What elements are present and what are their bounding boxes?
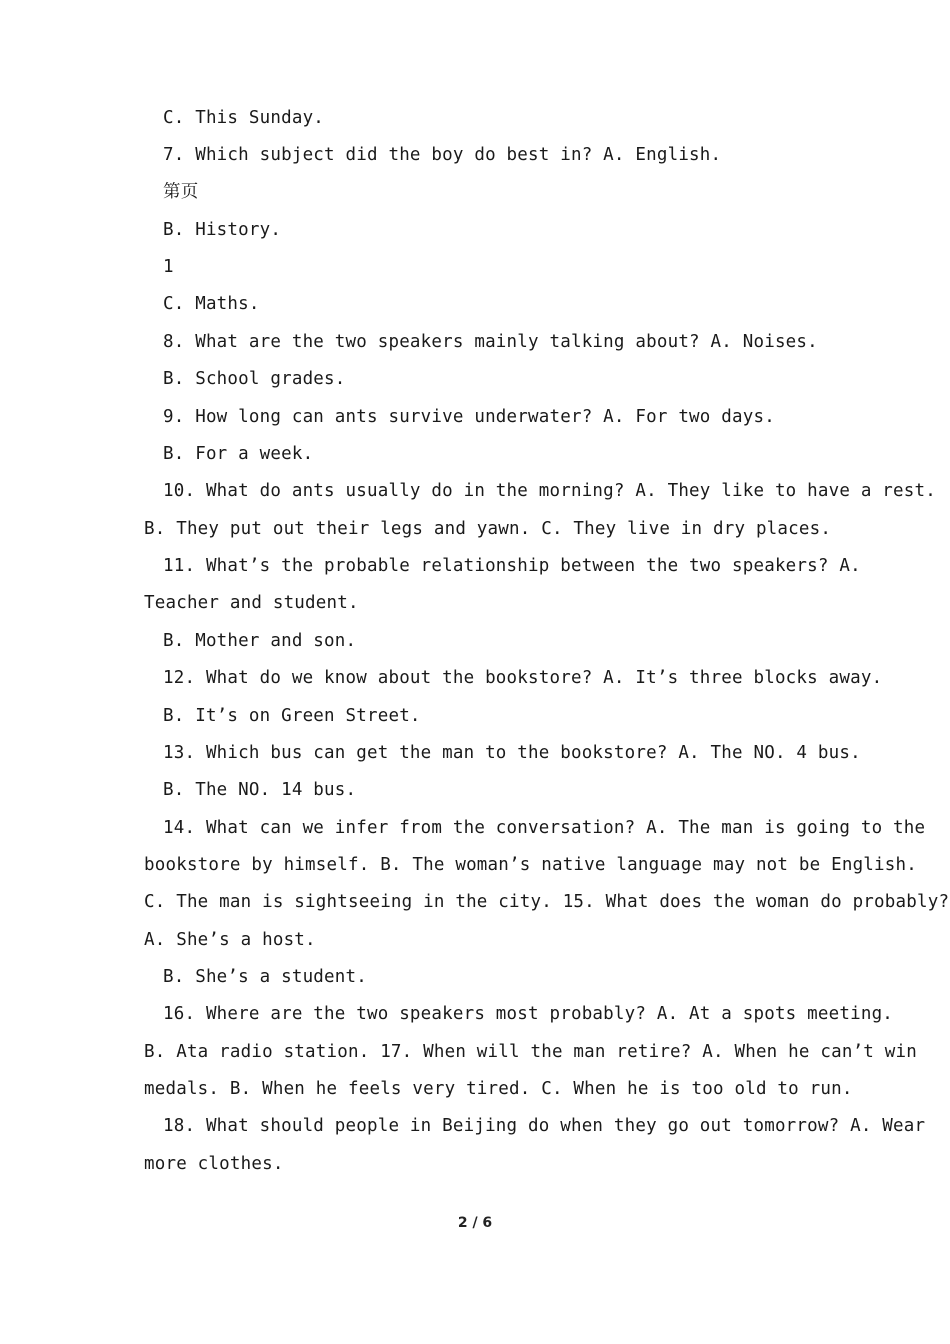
text-line: B. Mother and son. xyxy=(163,631,357,651)
question-7: 7. Which subject did the boy do best in? A. English. xyxy=(163,145,722,165)
question-12: 12. What do we know about the bookstore? A. It’s three blocks away. xyxy=(163,668,883,688)
question-15: C. The man is sightseeing in the city. 15. What does the woman do probably? xyxy=(144,892,950,912)
question-8: 8. What are the two speakers mainly talking about? A. Noises. xyxy=(163,332,818,352)
text-line: B. History. xyxy=(163,220,282,240)
text-line: more clothes. xyxy=(144,1154,284,1174)
question-10: 10. What do ants usually do in the morning? A. They like to have a rest. xyxy=(163,481,936,501)
question-13: 13. Which bus can get the man to the bookstore? A. The NO. 4 bus. xyxy=(163,743,861,763)
question-11: 11. What’s the probable relationship between the two speakers? A. xyxy=(163,556,861,576)
text-line: B. She’s a student. xyxy=(163,967,367,987)
text-line: 第页 xyxy=(163,182,199,202)
text-line: A. She’s a host. xyxy=(144,930,316,950)
text-line: 1 xyxy=(163,257,174,277)
text-line: C. This Sunday. xyxy=(163,108,325,128)
text-line: Teacher and student. xyxy=(144,593,359,613)
text-line: B. The NO. 14 bus. xyxy=(163,780,357,800)
question-17: B. Ata radio station. 17. When will the man retire? A. When he can’t win xyxy=(144,1042,917,1062)
question-14: 14. What can we infer from the conversation? A. The man is going to the xyxy=(163,818,926,838)
question-16: 16. Where are the two speakers most probably? A. At a spots meeting. xyxy=(163,1004,894,1024)
text-line: bookstore by himself. B. The woman’s native language may not be English. xyxy=(144,855,917,875)
text-line: B. For a week. xyxy=(163,444,314,464)
question-9: 9. How long can ants survive underwater? A. For two days. xyxy=(163,407,775,427)
question-18: 18. What should people in Beijing do when they go out tomorrow? A. Wear xyxy=(163,1116,926,1136)
text-line: B. It’s on Green Street. xyxy=(163,706,421,726)
text-line: B. They put out their legs and yawn. C. They live in dry places. xyxy=(144,519,832,539)
text-line: C. Maths. xyxy=(163,294,260,314)
text-line: medals. B. When he feels very tired. C. When he is too old to run. xyxy=(144,1079,853,1099)
text-line: B. School grades. xyxy=(163,369,346,389)
page-number: 2 / 6 xyxy=(457,1215,493,1231)
